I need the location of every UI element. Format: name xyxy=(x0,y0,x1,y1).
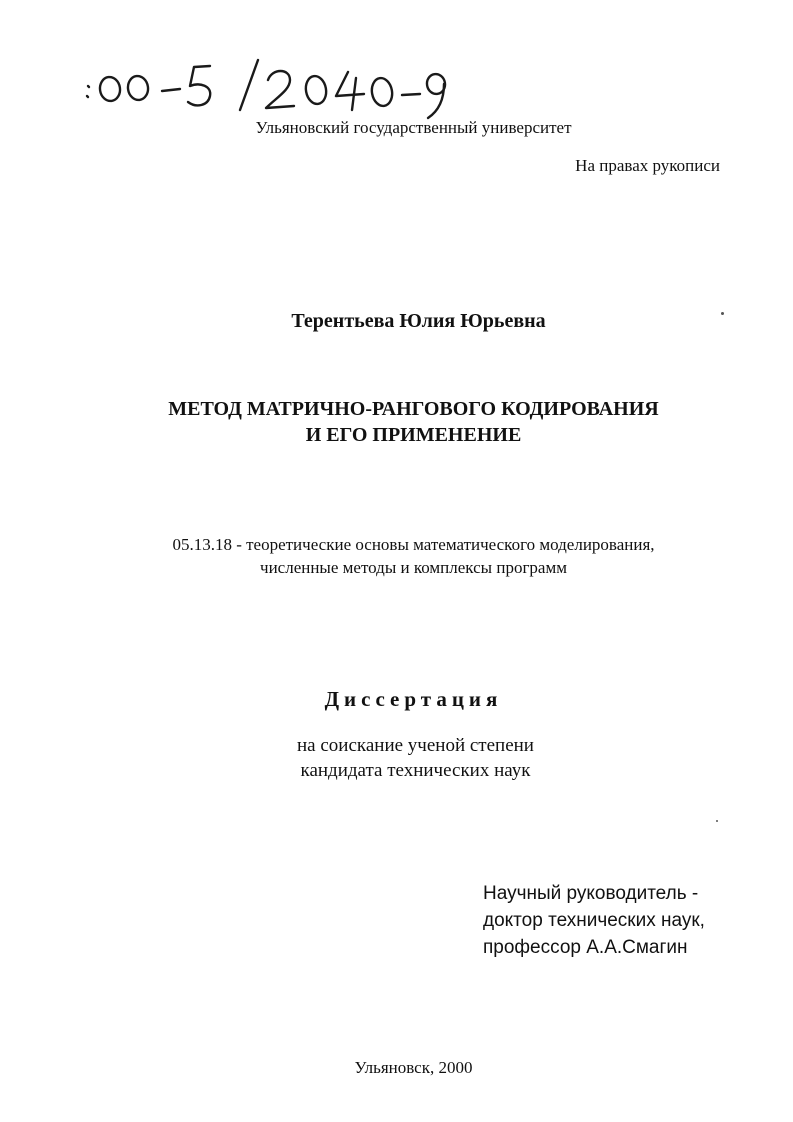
degree-line-2: кандидата технических наук xyxy=(300,760,531,781)
title-line-2: И ЕГО ПРИМЕНЕНИЕ xyxy=(305,424,522,446)
university-name: Ульяновский государственный университет xyxy=(255,118,572,137)
city-and-year: Ульяновск, 2000 xyxy=(354,1058,473,1077)
author-name: Терентьева Юлия Юрьевна xyxy=(291,310,546,332)
degree-line-1: на соискание ученой степени xyxy=(297,735,534,756)
specialty-code xyxy=(17,533,793,579)
specialty-line-2: численные методы и комплексы программ xyxy=(260,558,567,577)
supervisor-line-1: Научный руководитель - xyxy=(483,883,699,904)
supervisor-block xyxy=(483,880,705,961)
title-line-1: МЕТОД МАТРИЧНО-РАНГОВОГО КОДИРОВАНИЯ xyxy=(168,398,659,420)
handwritten-number-drawing xyxy=(80,52,460,122)
supervisor-line-2: доктор технических наук, xyxy=(483,910,705,931)
specialty-line-1: 05.13.18 - теоретические основы математического моделирования, xyxy=(172,535,655,554)
supervisor-line-3: профессор А.А.Смагин xyxy=(483,937,688,958)
scan-speck xyxy=(716,820,718,822)
degree-statement xyxy=(19,733,793,783)
handwritten-archive-number xyxy=(80,52,460,122)
work-type-heading: Диссертация xyxy=(324,687,503,711)
dissertation-title xyxy=(17,396,793,448)
manuscript-rights-note: На правах рукописи xyxy=(575,156,720,175)
